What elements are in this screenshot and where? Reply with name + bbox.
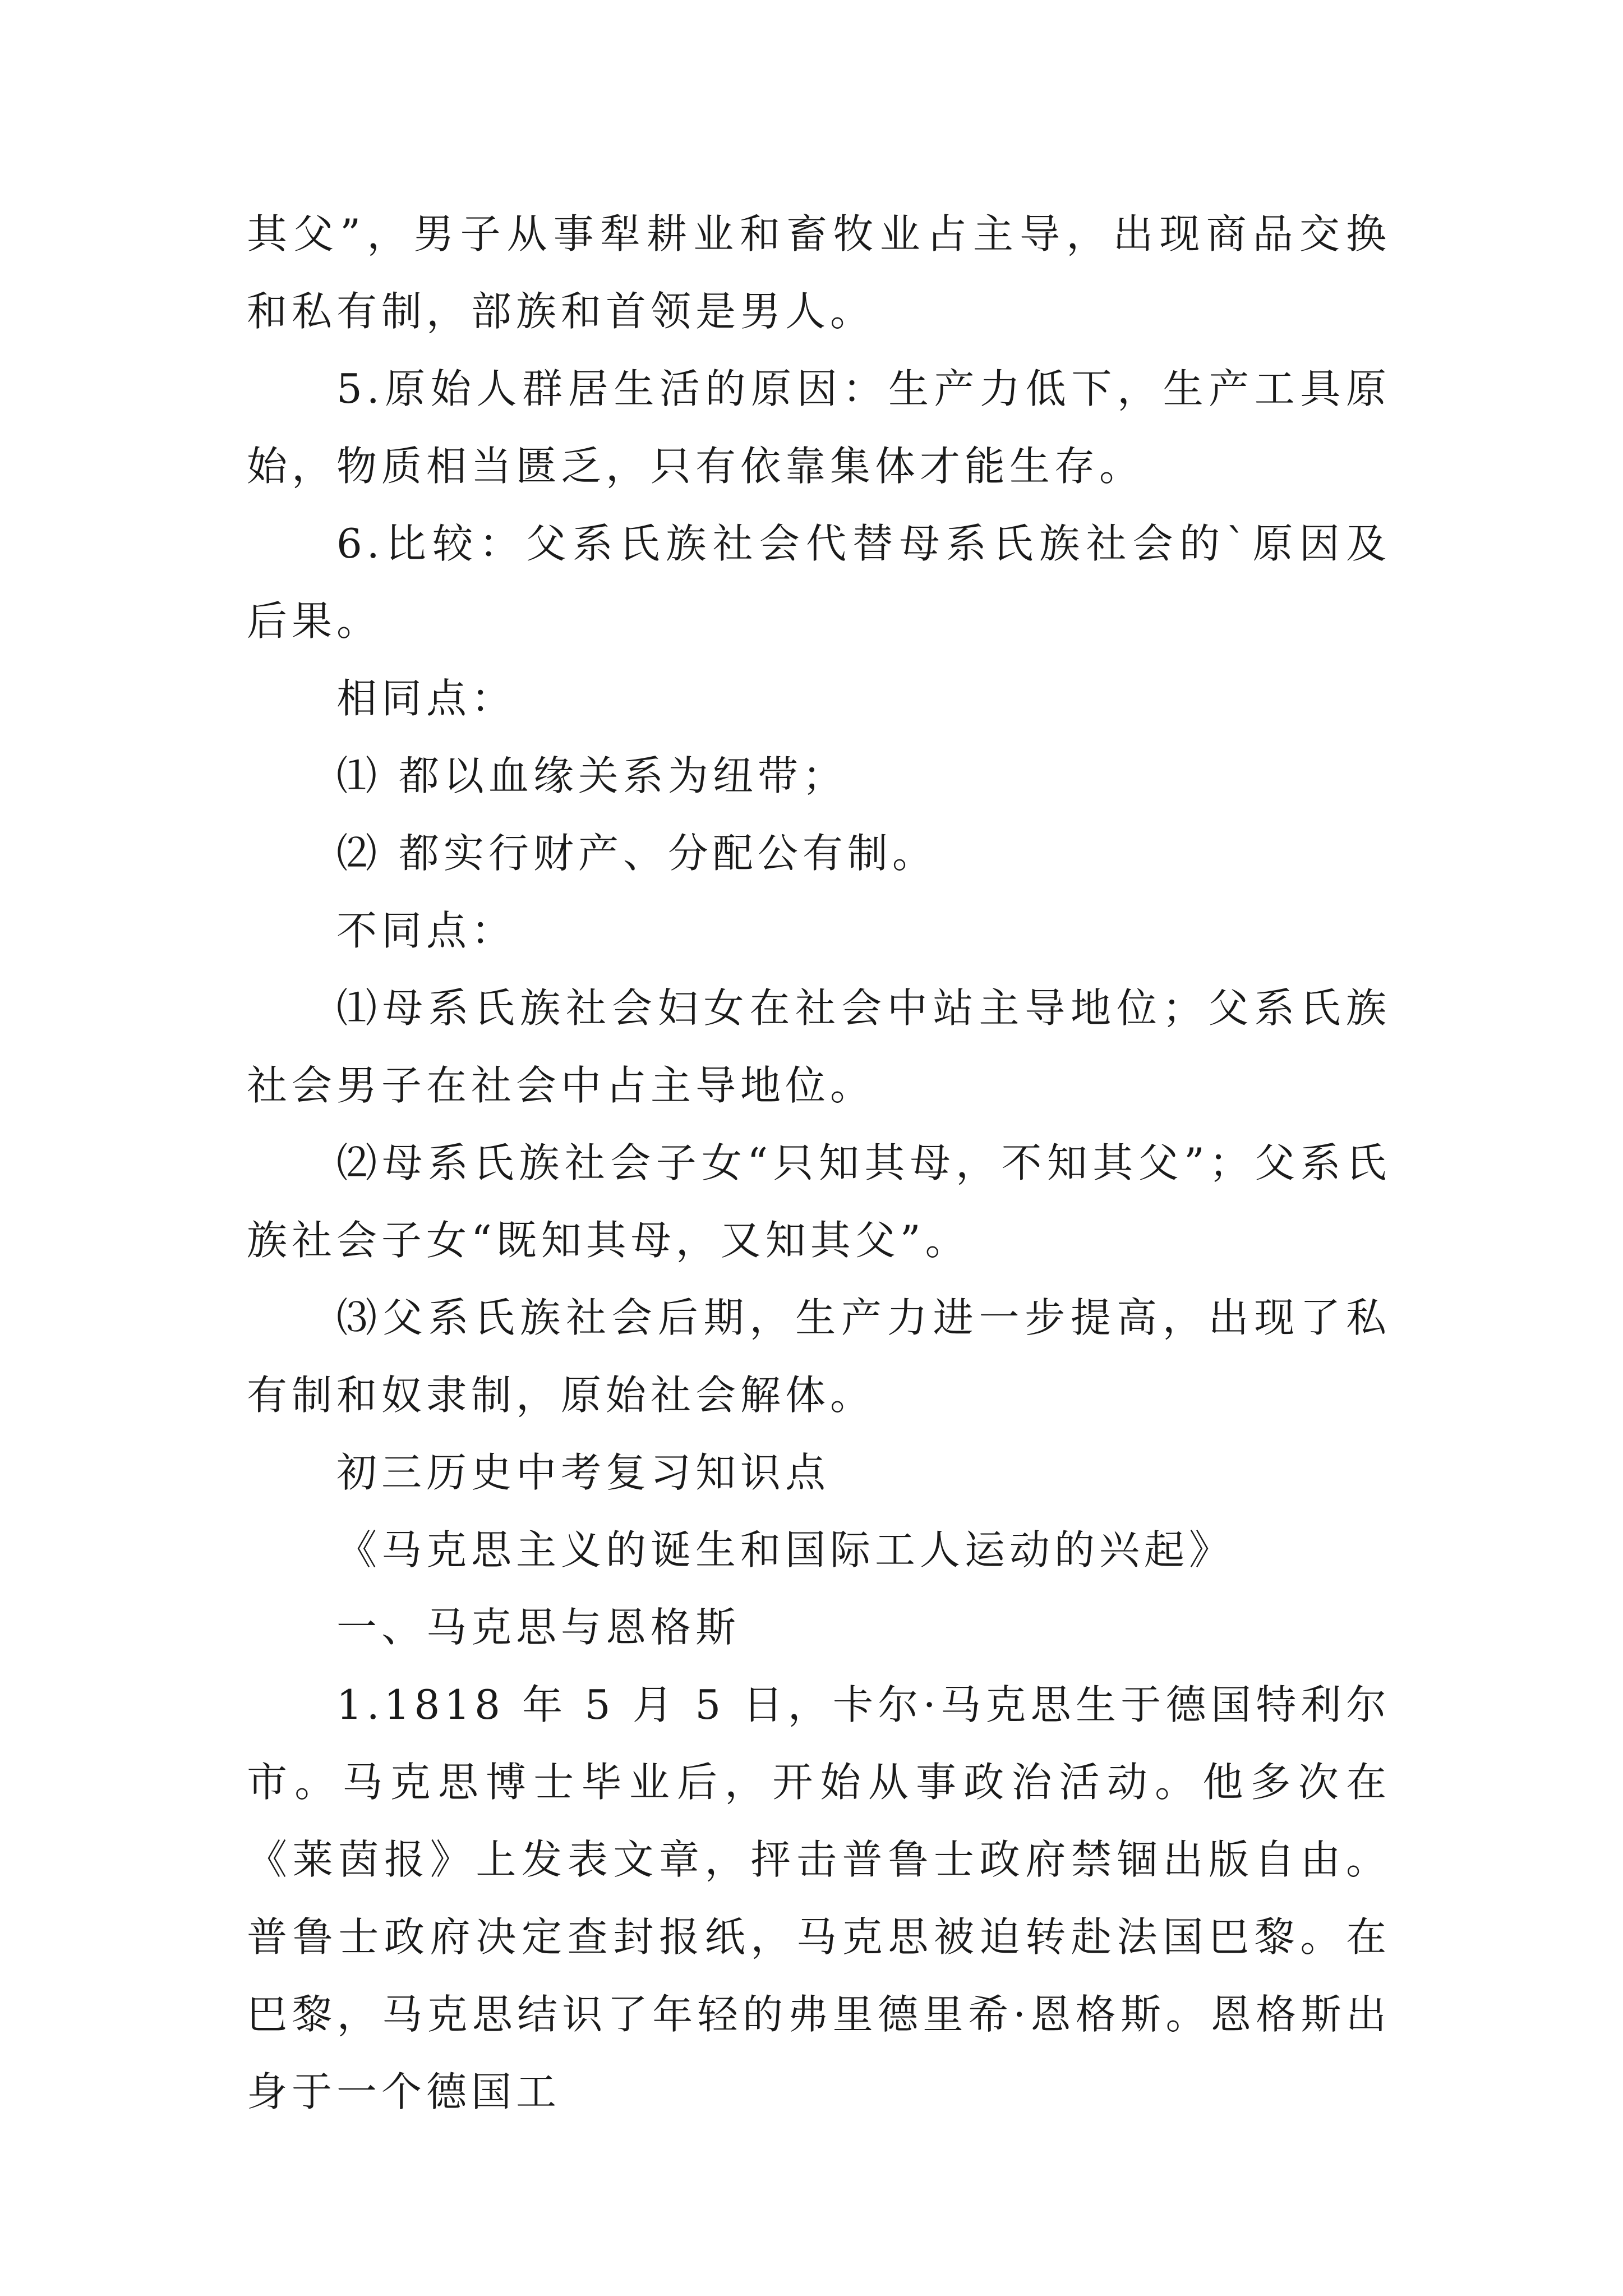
paragraph: 不同点： xyxy=(336,907,517,954)
paragraph: 6.比较：父系氏族社会代替母系氏族社会的`原因及后果。 xyxy=(247,520,1391,645)
paragraph: 5.原始人群居生活的原因：生产力低下，生产工具原始，物质相当匮乏，只有依靠集体才能生存。 xyxy=(247,365,1391,490)
subsection-heading: 一、马克思与恩格斯 xyxy=(336,1604,741,1651)
paragraph: 1.1818 年 5 月 5 日，卡尔·马克思生于德国特利尔市。马克思博士毕业后，开始从事政治活动。他多次在《莱茵报》上发表文章，抨击普鲁士政府禁锢出版自由。普鲁士政府决定查封报纸，马克思被迫转赴法国巴黎。在巴黎，马克思结识了年轻的弗里德里希·恩格斯。恩格斯出身于一个德国工 xyxy=(247,1681,1391,2115)
document-body xyxy=(247,195,1391,2131)
paragraph: ⑶父系氏族社会后期，生产力进一步提高，出现了私有制和奴隶制，原始社会解体。 xyxy=(247,1294,1391,1419)
paragraph: ⑴母系氏族社会妇女在社会中站主导地位；父系氏族社会男子在社会中占主导地位。 xyxy=(247,984,1391,1109)
paragraph: 其父”，男子从事犁耕业和畜牧业占主导，出现商品交换和私有制，部族和首领是男人。 xyxy=(247,210,1391,335)
paragraph: ⑵母系氏族社会子女“只知其母，不知其父”；父系氏族社会子女“既知其母，又知其父”。 xyxy=(247,1139,1391,1264)
paragraph: ⑵ 都实行财产、分配公有制。 xyxy=(336,830,937,877)
section-heading: 初三历史中考复习知识点 xyxy=(336,1449,831,1496)
paragraph: ⑴ 都以血缘关系为纽带； xyxy=(336,752,847,799)
section-title: 《马克思主义的诞生和国际工人运动的兴起》 xyxy=(336,1526,1234,1573)
paragraph: 相同点： xyxy=(336,675,517,722)
